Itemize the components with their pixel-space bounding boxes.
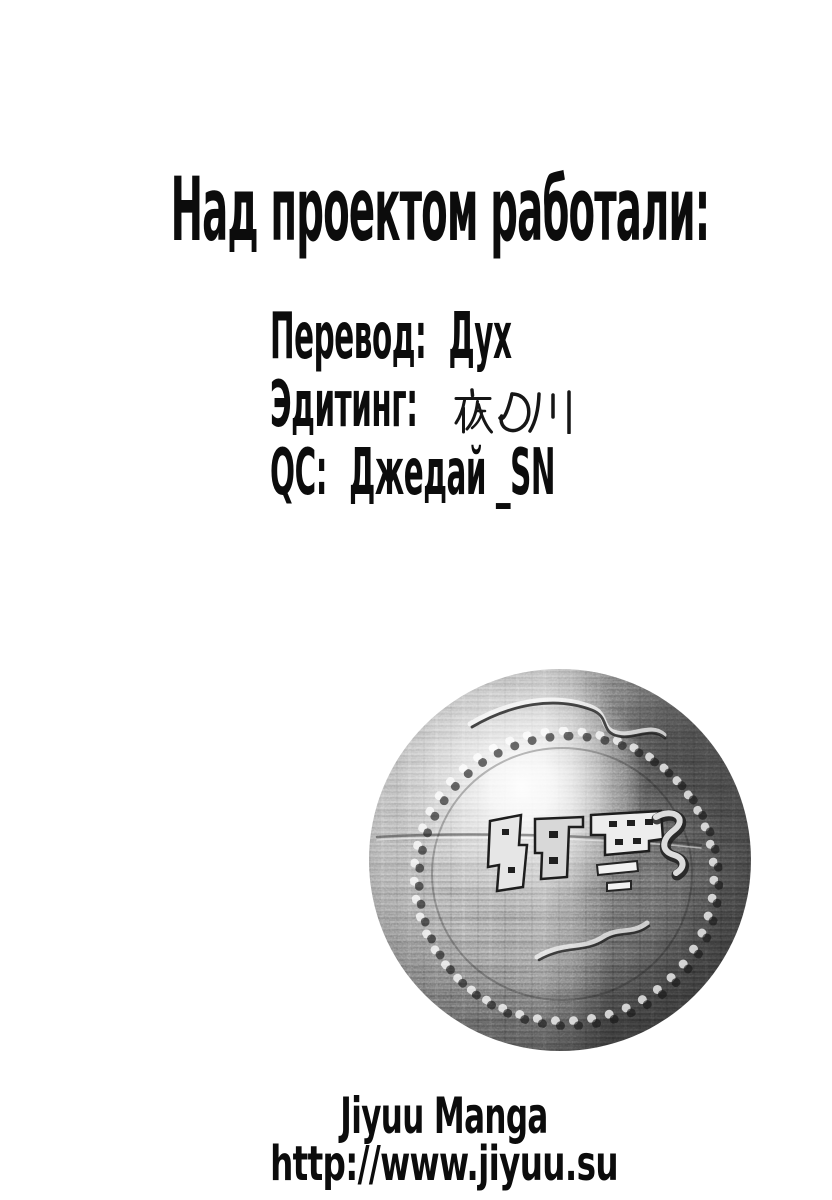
editor-label: Эдитинг: [270,368,418,442]
noise-texture [369,669,751,1051]
chain-ring-shadow [415,732,723,1030]
footer-url-text: http://www.jiyuu.su [270,1136,618,1192]
circuit-globe-image [369,669,751,1051]
sphere-embossed-details [369,669,751,1051]
qc-label: QC: [270,436,328,510]
translator-name: Дух [448,300,512,374]
translator-label: Перевод: [270,300,427,374]
credit-line-translator [270,300,832,374]
footer-group-name: Jiyuu Manga [340,1087,548,1145]
credit-line-editor [270,368,832,442]
page-title [0,158,832,261]
editor-name-kanji [453,388,575,434]
qc-name: Джедай _SN [349,436,556,510]
page-title-text: Над проектом работали: [170,158,710,261]
chain-ring-highlight [410,727,718,1025]
credits-list [270,300,832,510]
credit-line-qc [270,436,832,510]
footer-url [188,1136,699,1192]
chain-ring-inner-line [431,747,693,1001]
